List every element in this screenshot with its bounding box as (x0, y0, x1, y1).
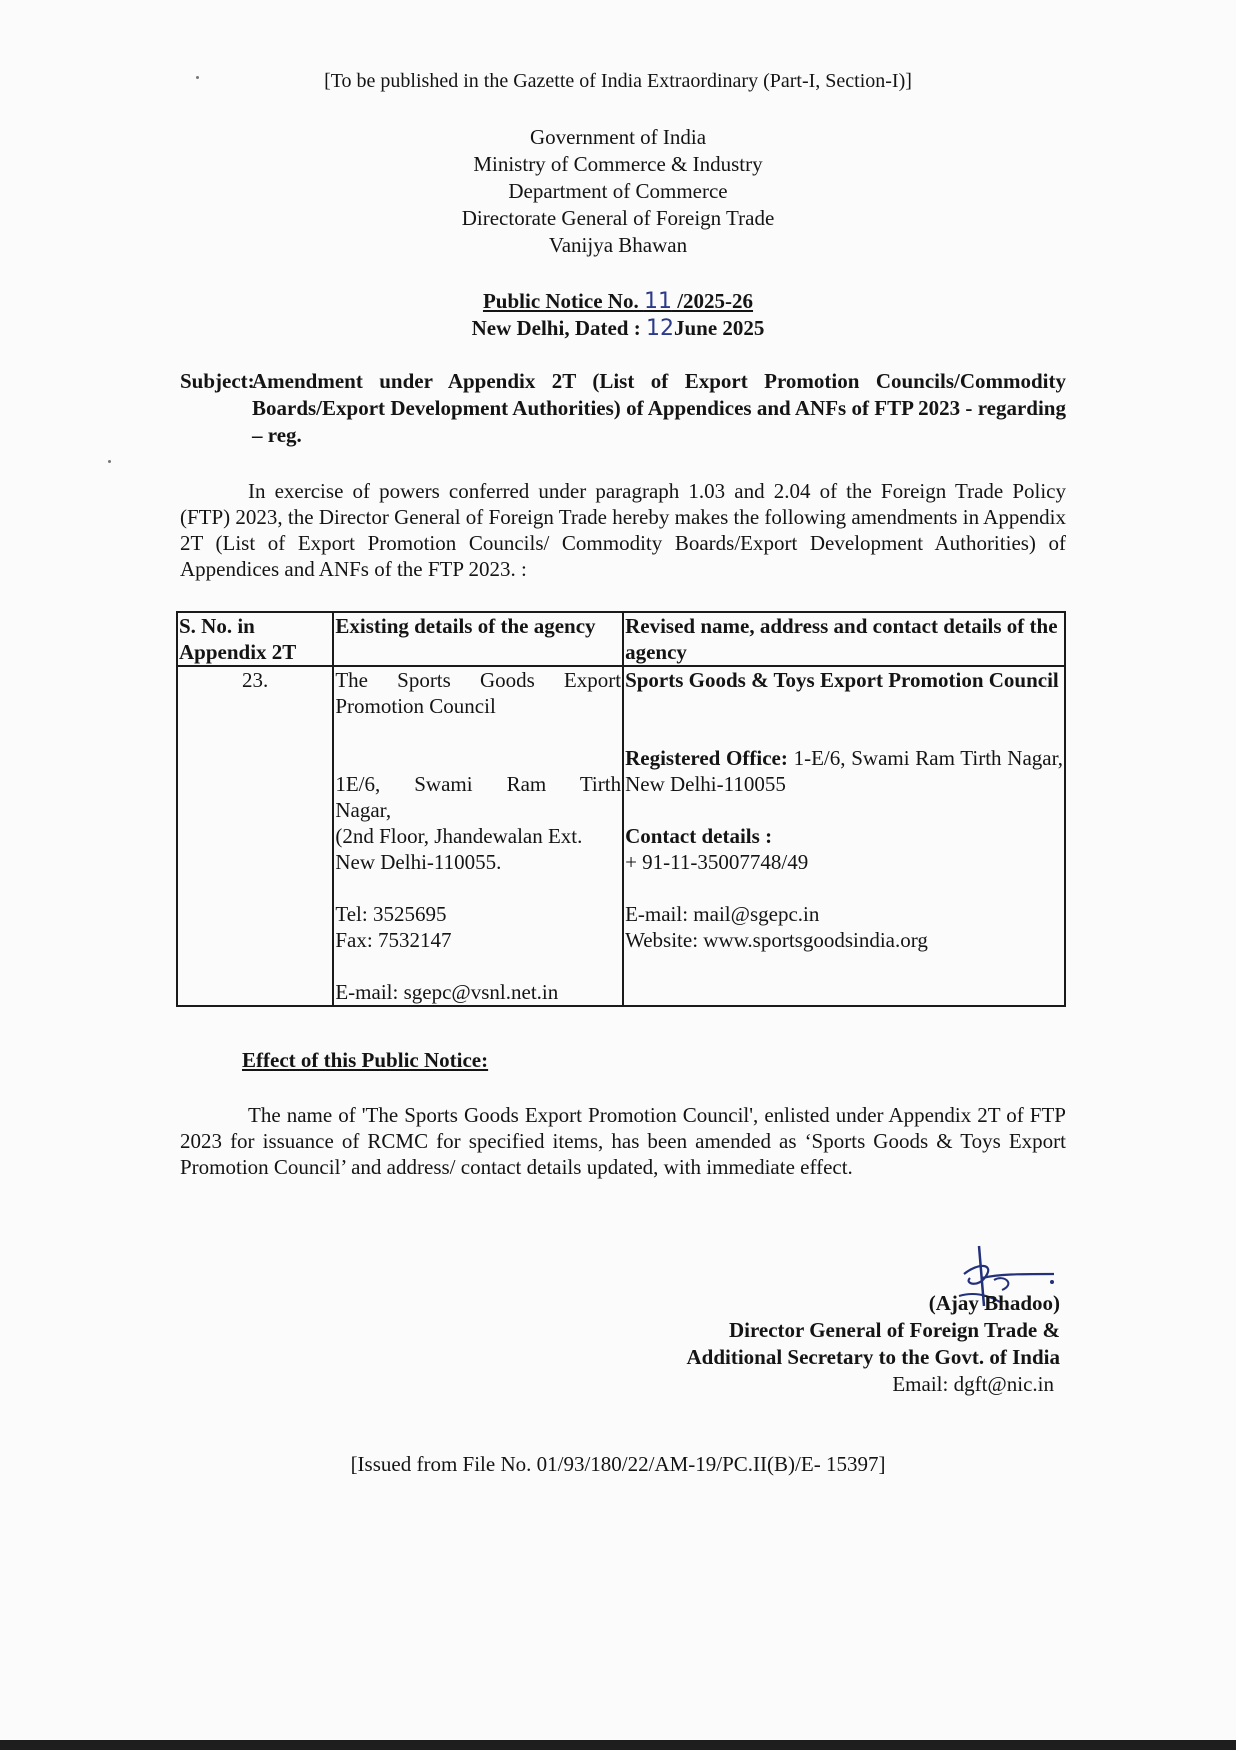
header-line: Department of Commerce (508, 179, 728, 203)
header-line: Directorate General of Foreign Trade (461, 206, 775, 230)
intro-paragraph: In exercise of powers conferred under paragraph 1.03 and 2.04 of the Foreign Trade Policy (FTP) 2023, the Director General of Foreign Trade hereby makes the following amendments in Appendix 2T (List of Export Promotion Councils/ Commodity Boards/Export Development Authorities) of Appendices and ANFs of the FTP 2023. : (180, 479, 1066, 581)
existing-name: The Sports Goods Export Promotion Council (335, 668, 622, 718)
signatory-email: Email: dgft@nic.in (892, 1372, 1054, 1396)
signatory-block (686, 1290, 1060, 1398)
amendment-table (176, 611, 1066, 1007)
revised-email: E-mail: mail@sgepc.in (625, 902, 820, 926)
signatory-designation: Director General of Foreign Trade & (728, 1318, 1060, 1342)
existing-address: Nagar, (335, 798, 392, 822)
existing-address: 1E/6, Swami Ram Tirth (335, 772, 622, 796)
table-row (177, 666, 1065, 1006)
header-line: Vanijya Bhawan (548, 233, 688, 257)
existing-address: New Delhi-110055. (335, 850, 502, 874)
cell-sno: 23. (177, 666, 333, 1006)
gazette-line: [To be published in the Gazette of India Extraordinary (Part-I, Section-I)] (324, 70, 912, 92)
header-line: Ministry of Commerce & Industry (473, 152, 763, 176)
header-sno: S. No. in Appendix 2T (177, 612, 333, 666)
issuing-authority-header (0, 124, 1236, 259)
notice-number: Public Notice No. 11 /2025-26 (482, 289, 754, 314)
revised-phone: + 91-11-35007748/49 (625, 850, 809, 874)
signatory-designation: Additional Secretary to the Govt. of India (686, 1345, 1060, 1369)
handwritten-date: 12 (645, 316, 674, 341)
revised-contact-label: Contact details : (625, 824, 773, 848)
revised-website: Website: www.sportsgoodsindia.org (625, 928, 928, 952)
header-revised: Revised name, address and contact details of the agency (623, 612, 1065, 666)
notice-date: New Delhi, Dated : 12June 2025 (471, 316, 765, 341)
scan-edge (0, 1740, 1236, 1750)
subject-block (180, 368, 1066, 449)
revised-office: Registered Office: 1-E/6, Swami Ram Tirth Nagar, New Delhi-110055 (625, 746, 1064, 796)
existing-address: (2nd Floor, Jhandewalan Ext. (335, 824, 583, 848)
file-number: [Issued from File No. 01/93/180/22/AM-19/PC.II(B)/E- 15397] (350, 1452, 886, 1476)
notice-heading (0, 288, 1236, 342)
subject-label: Subject: (180, 369, 255, 393)
table-header-row (177, 612, 1065, 666)
cell-existing (333, 666, 623, 1006)
signatory-name: (Ajay Bhadoo) (928, 1291, 1060, 1315)
effect-paragraph: The name of 'The Sports Goods Export Promotion Council', enlisted under Appendix 2T of FTP 2023 for issuance of RCMC for specified items, has been amended as ‘Sports Goods & Toys Export Promotion Council’ and address/ contact details updated, with immediate effect. (180, 1103, 1066, 1179)
existing-fax: Fax: 7532147 (335, 928, 452, 952)
header-line: Government of India (529, 125, 707, 149)
header-existing: Existing details of the agency (333, 612, 623, 666)
subject-text: Amendment under Appendix 2T (List of Export Promotion Councils/Commodity Boards/Export Development Authorities) of Appendices and ANFs of FTP 2023 - regarding – reg. (252, 369, 1066, 447)
scan-speck (108, 460, 111, 463)
cell-revised (623, 666, 1065, 1006)
handwritten-number: 11 (643, 289, 672, 314)
revised-name: Sports Goods & Toys Export Promotion Council (625, 668, 1059, 692)
effect-title: Effect of this Public Notice: (242, 1048, 489, 1072)
scan-speck (196, 76, 199, 79)
existing-tel: Tel: 3525695 (335, 902, 447, 926)
existing-email: E-mail: sgepc@vsnl.net.in (335, 980, 559, 1004)
